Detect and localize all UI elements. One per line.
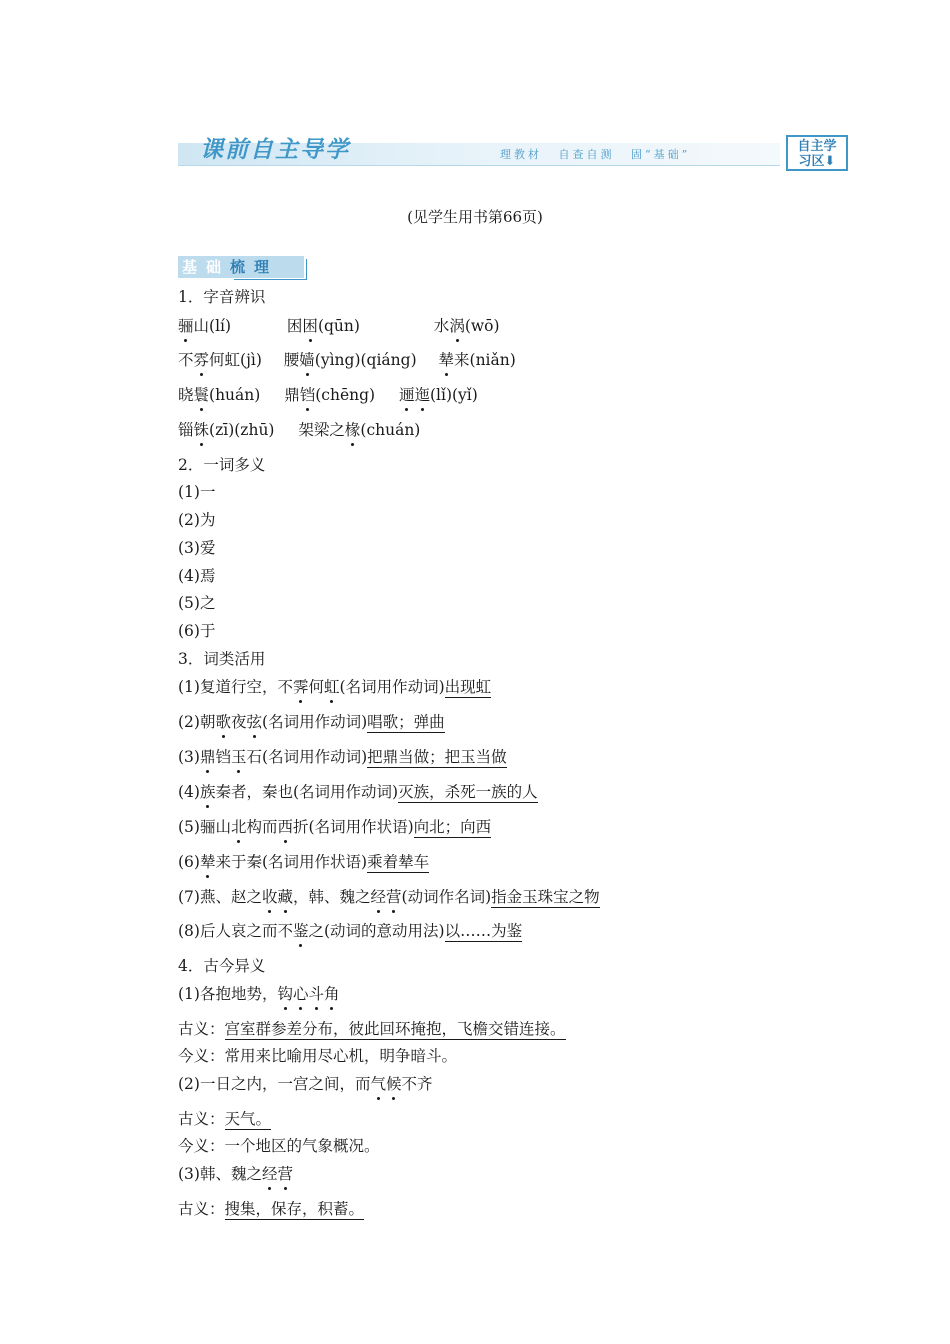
answer-6: 乘着辇车: [367, 853, 430, 871]
polysemy-item-4: (4)焉: [178, 567, 216, 585]
answer-7: 指金玉珠宝之物: [491, 888, 600, 906]
modern-meaning-2: 今义：一个地区的气象概况。: [178, 1137, 380, 1155]
polysemy-item-2: (2)为: [178, 511, 216, 529]
heading-ancient-modern: 4．古今异义: [178, 957, 266, 975]
word-class-item-1: (1)复道行空，不霁何虹(名词用作动词)出现虹: [178, 678, 492, 696]
word-class-item-8: (8)后人哀之而不鉴之(动词的意动用法)以……为鉴: [178, 922, 523, 940]
heading-word-class: 3．词类活用: [178, 650, 266, 668]
ancient-modern-phrase-2: (2)一日之内，一宫之间，而气候不齐: [178, 1075, 433, 1093]
answer-3: 把鼎当做；把玉当做: [367, 748, 507, 766]
answer-2: 唱歌；弹曲: [367, 713, 445, 731]
polysemy-item-3: (3)爱: [178, 539, 216, 557]
answer-1: 出现虹: [444, 678, 492, 696]
ancient-meaning-3: 古义：搜集，保存，积蓄。: [178, 1200, 365, 1218]
tagline-1: 理教材: [500, 148, 542, 161]
badge-line-1: 自主学: [797, 139, 837, 154]
banner-tagline: [500, 147, 700, 163]
pron-row-3: 晓鬟(huán) 鼎铛(chēng) 逦迤(lǐ)(yǐ): [178, 386, 478, 404]
heading-polysemy: 2．一词多义: [178, 456, 266, 474]
page-reference: (见学生用书第66页): [407, 208, 543, 226]
self-study-badge: [786, 135, 848, 171]
ancient-meaning-1: 古义：宫室群参差分布，彼此回环掩抱，飞檐交错连接。: [178, 1020, 566, 1038]
polysemy-item-1: (1)一: [178, 483, 216, 501]
section-tag-label: 基础梳理: [182, 258, 279, 276]
banner-title: 课前自主导学: [200, 136, 350, 163]
word-class-item-6: (6)辇来于秦(名词用作状语)乘着辇车: [178, 853, 430, 871]
word-class-item-7: (7)燕、赵之收藏，韩、魏之经营(动词作名词)指金玉珠宝之物: [178, 888, 600, 906]
pron-row-1: 骊山(lí) 困困(qūn) 水涡(wō): [178, 317, 500, 335]
answer-8: 以……为鉴: [444, 922, 523, 940]
word-class-item-2: (2)朝歌夜弦(名词用作动词)唱歌；弹曲: [178, 713, 445, 731]
word-class-item-5: (5)骊山北构而西折(名词用作状语)向北；向西: [178, 818, 492, 836]
pron-row-4: 锱铢(zī)(zhū) 架梁之椽(chuán): [178, 421, 421, 439]
heading-pronunciation: 1．字音辨识: [178, 288, 266, 306]
polysemy-item-5: (5)之: [178, 594, 216, 612]
tagline-2: 自查自测: [558, 148, 615, 161]
ancient-modern-phrase-3: (3)韩、魏之经营: [178, 1165, 293, 1183]
section-banner: [178, 134, 848, 172]
word-class-item-4: (4)族秦者，秦也(名词用作动词)灭族，杀死一族的人: [178, 783, 538, 801]
answer-5: 向北；向西: [413, 818, 492, 836]
ancient-meaning-2: 古义：天气。: [178, 1110, 272, 1128]
modern-meaning-1: 今义：常用来比喻用尽心机，明争暗斗。: [178, 1047, 458, 1065]
section-tag: [178, 254, 312, 280]
polysemy-item-6: (6)于: [178, 622, 216, 640]
word-class-item-3: (3)鼎铛玉石(名词用作动词)把鼎当做；把玉当做: [178, 748, 507, 766]
answer-4: 灭族，杀死一族的人: [398, 783, 538, 801]
pron-row-2: 不雰何虹(jì) 腰嫱(yìng)(qiáng) 辇来(niǎn): [178, 351, 516, 369]
tagline-3: 固“基础”: [631, 148, 691, 161]
ancient-modern-phrase-1: (1)各抱地势，钩心斗角: [178, 985, 340, 1003]
badge-line-2: 习区⬇: [798, 154, 836, 169]
